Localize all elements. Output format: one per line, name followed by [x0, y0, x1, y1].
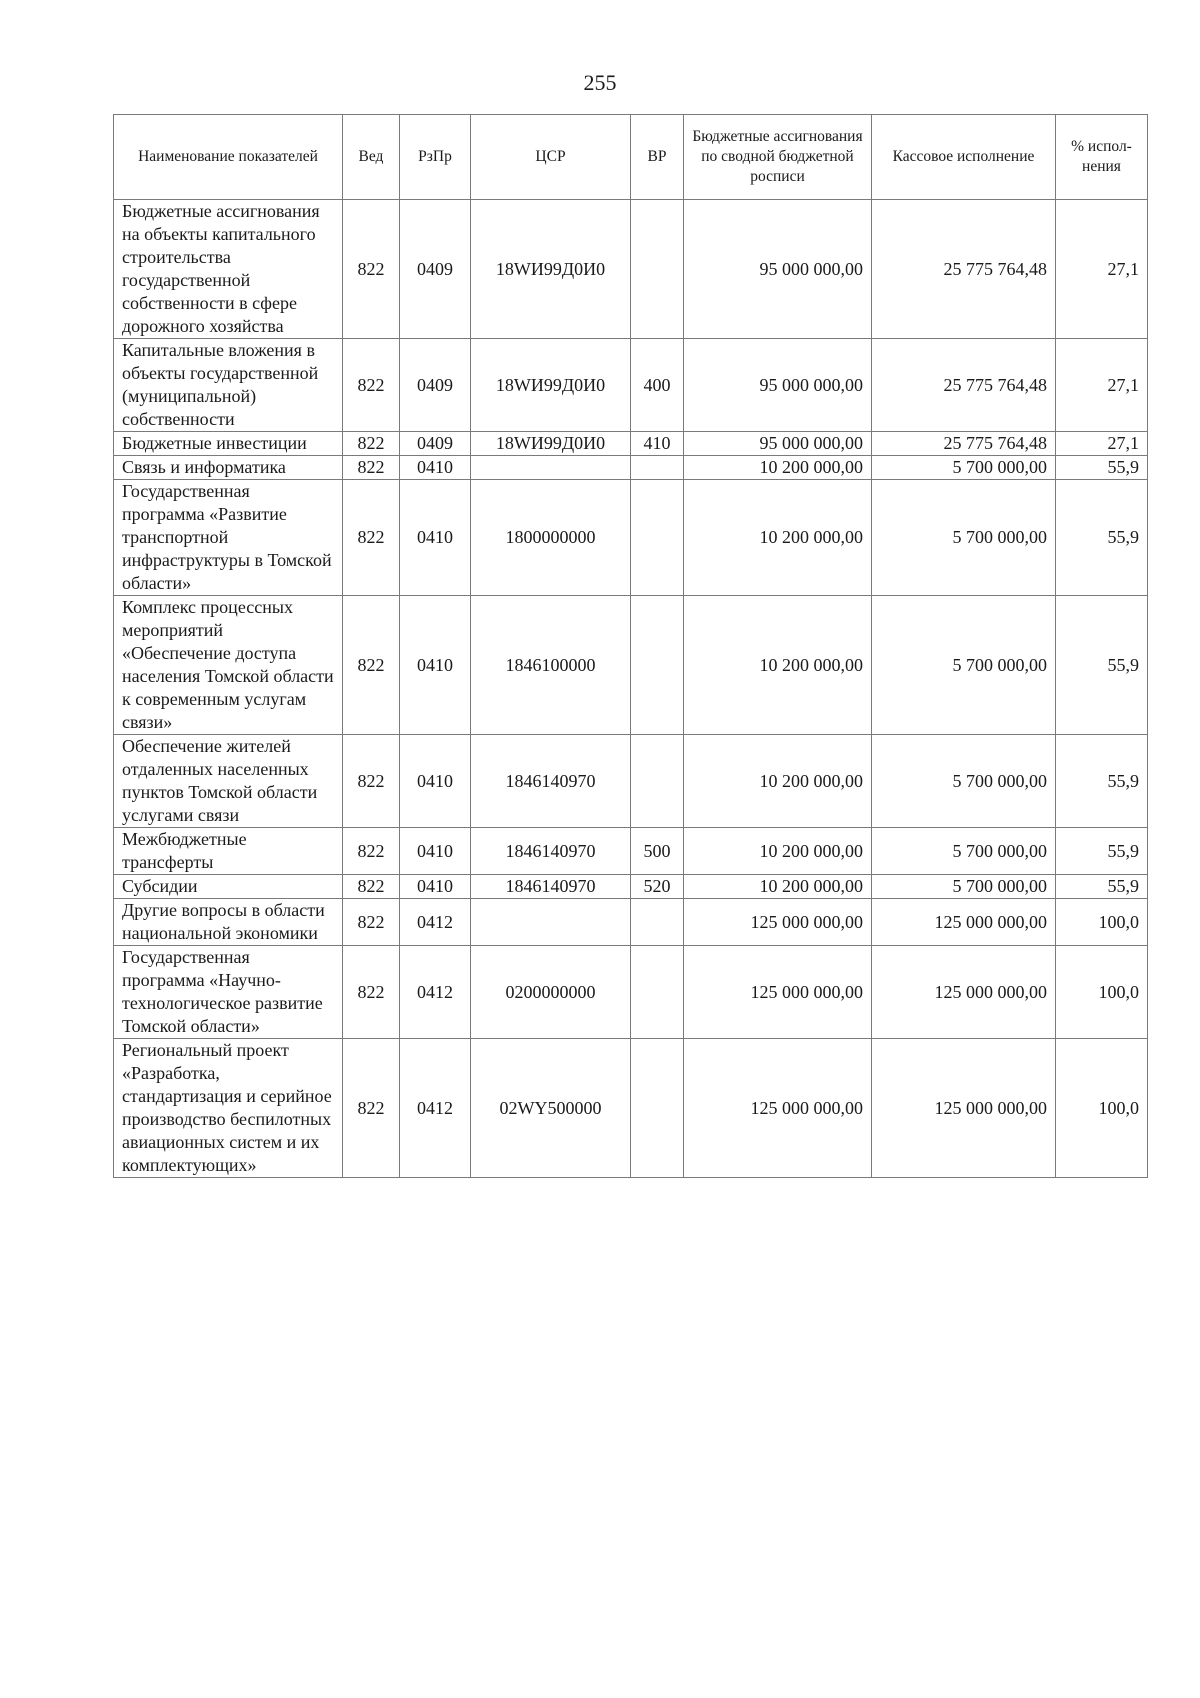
row-name: Субсидии [114, 875, 343, 899]
row-cash: 25 775 764,48 [872, 432, 1056, 456]
row-name: Бюджетные инвестиции [114, 432, 343, 456]
header-ved: Вед [343, 115, 400, 200]
row-pct: 100,0 [1056, 899, 1148, 946]
row-rzpr: 0412 [400, 1039, 471, 1178]
row-ved: 822 [343, 899, 400, 946]
row-rzpr: 0409 [400, 200, 471, 339]
row-budget: 95 000 000,00 [684, 339, 872, 432]
row-pct: 55,9 [1056, 875, 1148, 899]
row-ved: 822 [343, 596, 400, 735]
row-ved: 822 [343, 875, 400, 899]
row-rzpr: 0410 [400, 828, 471, 875]
row-budget: 125 000 000,00 [684, 1039, 872, 1178]
row-name: Региональный проект «Разработка, стандартизация и серийное производство беспилотных авиационных систем и их комплектующих» [114, 1039, 343, 1178]
page-number: 255 [583, 70, 617, 95]
row-ved: 822 [343, 200, 400, 339]
row-rzpr: 0410 [400, 875, 471, 899]
row-name: Комплекс процессных мероприятий «Обеспечение доступа населения Томской области к современным услугам связи» [114, 596, 343, 735]
row-vr [631, 899, 684, 946]
row-pct: 100,0 [1056, 1039, 1148, 1178]
row-vr [631, 596, 684, 735]
row-csr: 1846140970 [471, 735, 631, 828]
table-row [114, 456, 1148, 480]
row-csr: 1846140970 [471, 828, 631, 875]
row-cash: 5 700 000,00 [872, 828, 1056, 875]
row-pct: 55,9 [1056, 596, 1148, 735]
row-vr [631, 946, 684, 1039]
row-cash: 5 700 000,00 [872, 480, 1056, 596]
row-rzpr: 0410 [400, 596, 471, 735]
row-pct: 27,1 [1056, 432, 1148, 456]
header-name: Наименование показателей [114, 115, 343, 200]
row-csr: 1846140970 [471, 875, 631, 899]
row-rzpr: 0410 [400, 480, 471, 596]
table-row [114, 735, 1148, 828]
row-rzpr: 0410 [400, 735, 471, 828]
row-csr: 18WИ99Д0И0 [471, 200, 631, 339]
row-name: Капитальные вложения в объекты государственной (муниципальной) собственности [114, 339, 343, 432]
row-vr [631, 200, 684, 339]
row-csr [471, 456, 631, 480]
table-row [114, 480, 1148, 596]
row-name: Другие вопросы в области национальной экономики [114, 899, 343, 946]
row-csr: 0200000000 [471, 946, 631, 1039]
row-csr: 18WИ99Д0И0 [471, 432, 631, 456]
row-csr: 18WИ99Д0И0 [471, 339, 631, 432]
table-row [114, 899, 1148, 946]
row-budget: 125 000 000,00 [684, 946, 872, 1039]
table-row [114, 1039, 1148, 1178]
header-rzpr: РзПр [400, 115, 471, 200]
row-budget: 10 200 000,00 [684, 735, 872, 828]
row-vr: 400 [631, 339, 684, 432]
table-row [114, 875, 1148, 899]
row-vr [631, 456, 684, 480]
row-budget: 95 000 000,00 [684, 200, 872, 339]
row-vr: 410 [631, 432, 684, 456]
row-vr: 500 [631, 828, 684, 875]
row-pct: 55,9 [1056, 735, 1148, 828]
row-pct: 27,1 [1056, 339, 1148, 432]
row-csr: 1846100000 [471, 596, 631, 735]
row-csr: 1800000000 [471, 480, 631, 596]
row-ved: 822 [343, 480, 400, 596]
row-pct: 55,9 [1056, 456, 1148, 480]
row-csr [471, 899, 631, 946]
row-ved: 822 [343, 456, 400, 480]
row-cash: 25 775 764,48 [872, 200, 1056, 339]
row-ved: 822 [343, 432, 400, 456]
row-cash: 5 700 000,00 [872, 735, 1056, 828]
header-cash: Кассовое исполнение [872, 115, 1056, 200]
row-pct: 27,1 [1056, 200, 1148, 339]
row-budget: 10 200 000,00 [684, 828, 872, 875]
row-vr: 520 [631, 875, 684, 899]
row-budget: 10 200 000,00 [684, 875, 872, 899]
row-budget: 125 000 000,00 [684, 899, 872, 946]
table-row [114, 946, 1148, 1039]
row-ved: 822 [343, 735, 400, 828]
budget-execution-table [113, 114, 1148, 1178]
header-budget: Бюджетные ассигнования по сводной бюджетной росписи [684, 115, 872, 200]
row-pct: 55,9 [1056, 828, 1148, 875]
row-rzpr: 0412 [400, 899, 471, 946]
row-vr [631, 1039, 684, 1178]
row-name: Государственная программа «Научно-технологическое развитие Томской области» [114, 946, 343, 1039]
row-rzpr: 0409 [400, 339, 471, 432]
row-rzpr: 0410 [400, 456, 471, 480]
row-rzpr: 0412 [400, 946, 471, 1039]
row-ved: 822 [343, 1039, 400, 1178]
header-csr: ЦСР [471, 115, 631, 200]
row-budget: 10 200 000,00 [684, 456, 872, 480]
header-pct: % испол-нения [1056, 115, 1148, 200]
row-vr [631, 735, 684, 828]
table-row [114, 828, 1148, 875]
table-row [114, 200, 1148, 339]
row-cash: 5 700 000,00 [872, 456, 1056, 480]
row-name: Государственная программа «Развитие транспортной инфраструктуры в Томской области» [114, 480, 343, 596]
row-csr: 02WY500000 [471, 1039, 631, 1178]
table-row [114, 596, 1148, 735]
row-ved: 822 [343, 339, 400, 432]
row-name: Бюджетные ассигнования на объекты капитального строительства государственной собственности в сфере дорожного хозяйства [114, 200, 343, 339]
row-pct: 100,0 [1056, 946, 1148, 1039]
row-rzpr: 0409 [400, 432, 471, 456]
row-pct: 55,9 [1056, 480, 1148, 596]
row-cash: 25 775 764,48 [872, 339, 1056, 432]
row-name: Обеспечение жителей отдаленных населенных пунктов Томской области услугами связи [114, 735, 343, 828]
row-cash: 5 700 000,00 [872, 596, 1056, 735]
row-budget: 10 200 000,00 [684, 596, 872, 735]
table-header-row [114, 115, 1148, 200]
row-vr [631, 480, 684, 596]
row-cash: 5 700 000,00 [872, 875, 1056, 899]
header-vr: ВР [631, 115, 684, 200]
table-row [114, 432, 1148, 456]
row-name: Межбюджетные трансферты [114, 828, 343, 875]
row-name: Связь и информатика [114, 456, 343, 480]
row-cash: 125 000 000,00 [872, 946, 1056, 1039]
row-ved: 822 [343, 828, 400, 875]
row-budget: 95 000 000,00 [684, 432, 872, 456]
row-cash: 125 000 000,00 [872, 899, 1056, 946]
table-row [114, 339, 1148, 432]
row-cash: 125 000 000,00 [872, 1039, 1056, 1178]
row-budget: 10 200 000,00 [684, 480, 872, 596]
row-ved: 822 [343, 946, 400, 1039]
